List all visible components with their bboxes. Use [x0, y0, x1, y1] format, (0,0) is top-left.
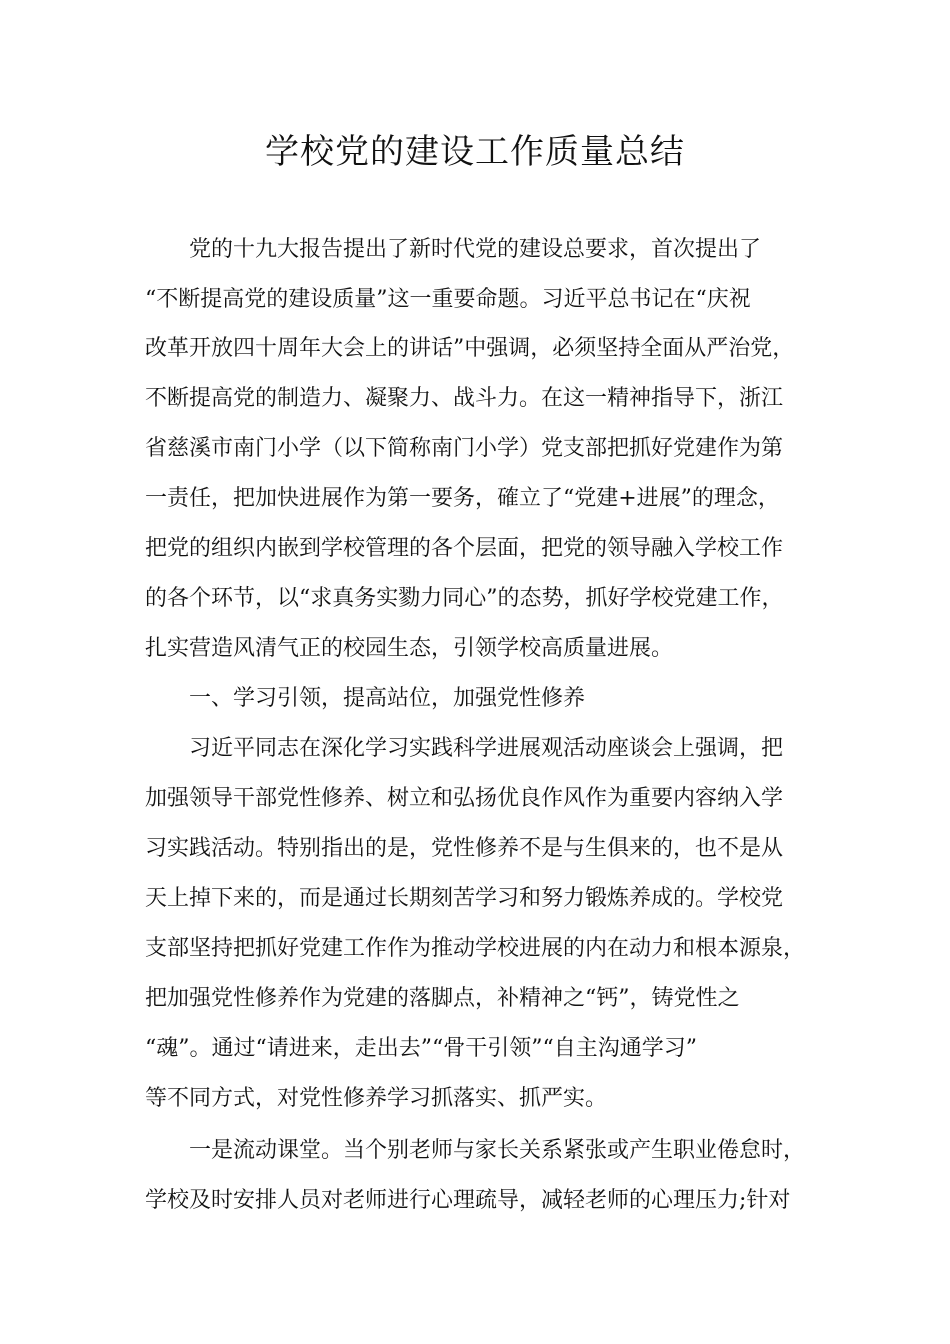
body-line: 省慈溪市南门小学（以下简称南门小学）党支部把抓好党建作为第	[145, 436, 784, 461]
body-line: 把党的组织内嵌到学校管理的各个层面，把党的领导融入学校工作	[145, 536, 784, 561]
body-line: 一是流动课堂。当个别老师与家长关系紧张或产生职业倦怠时，	[145, 1138, 806, 1163]
body-line: 支部坚持把抓好党建工作作为推动学校进展的内在动力和根本源泉，	[145, 936, 806, 961]
body-line: 扎实营造风清气正的校园生态，引领学校高质量进展。	[145, 636, 674, 661]
body-line: 习近平同志在深化学习实践科学进展观活动座谈会上强调，把	[145, 736, 784, 761]
body-line: 等不同方式，对党性修养学习抓落实、抓严实。	[145, 1086, 608, 1111]
body-line: 的各个环节，以“求真务实勠力同心”的态势，抓好学校党建工作，	[145, 586, 784, 611]
body-line: 习实践活动。特别指出的是，党性修养不是与生俱来的，也不是从	[145, 836, 784, 861]
body-line: 加强领导干部党性修养、树立和弘扬优良作风作为重要内容纳入学	[145, 786, 784, 811]
body-line: “不断提高党的建设质量”这一重要命题。习近平总书记在“庆祝	[145, 287, 751, 312]
body-line: 天上掉下来的，而是通过长期刻苦学习和努力锻炼养成的。学校党	[145, 886, 784, 911]
body-line: 把加强党性修养作为党建的落脚点，补精神之“钙”，铸党性之	[145, 986, 740, 1011]
body-line: 一责任，把加快进展作为第一要务，確立了“党建+进展”的理念，	[145, 486, 780, 511]
body-line: “魂”。通过“请进来，走出去”“骨干引领”“自主沟通学习”	[145, 1036, 697, 1061]
body-line: 改革开放四十周年大会上的讲话”中强调，必须坚持全面从严治党，	[145, 336, 795, 361]
body-line: 不断提高党的制造力、凝聚力、战斗力。在这一精神指导下，浙江	[145, 386, 784, 411]
section-heading: 一、学习引领，提高站位，加强党性修养	[145, 686, 586, 711]
document-title: 学校党的建设工作质量总结	[265, 132, 685, 172]
body-line: 学校及时安排人员对老师进行心理疏导，减轻老师的心理压力;针对	[145, 1188, 791, 1213]
body-line: 党的十九大报告提出了新时代党的建设总要求，首次提出了	[145, 237, 762, 262]
